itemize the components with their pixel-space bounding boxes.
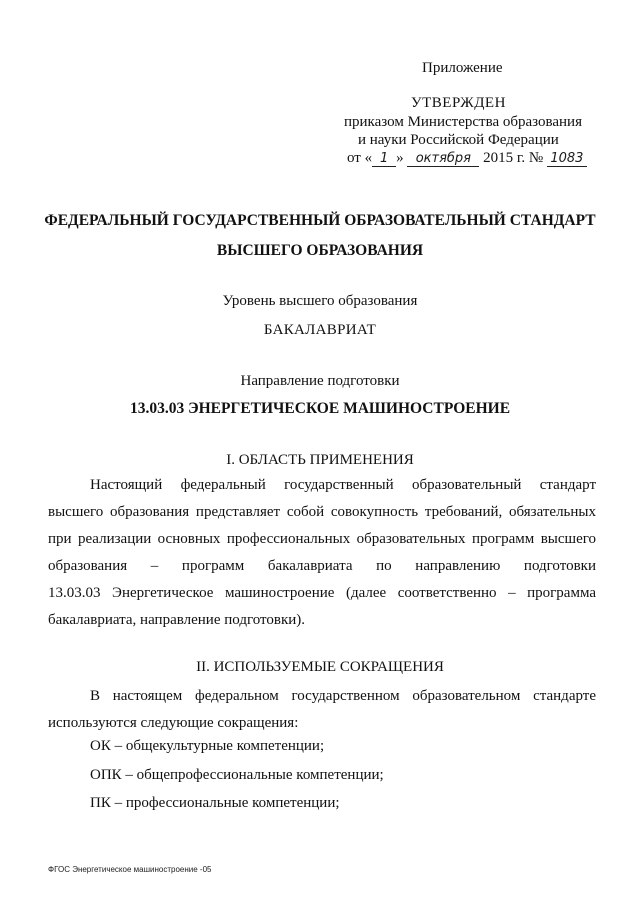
abbreviation-pk: ПК – профессиональные компетенции; [90,795,340,811]
paragraph-line: при реализации основных профессиональных образовательных программ высшего [48,531,596,547]
order-prefix: от « [347,150,373,166]
paragraph-line: Настоящий федеральный государственный образовательный стандарт [90,477,596,493]
direction-value: 13.03.03 ЭНЕРГЕТИЧЕСКОЕ МАШИНОСТРОЕНИЕ [129,400,511,417]
order-quote-close: » [396,150,404,166]
ministry-line-1: приказом Министерства образования [344,114,582,130]
direction-label: Направление подготовки [240,373,400,389]
document-title-line-2: ВЫСШЕГО ОБРАЗОВАНИЯ [216,242,424,259]
section-2-intro [48,683,596,737]
page-footer: ФГОС Энергетическое машиностроение -05 [48,865,212,874]
section-1-paragraph [48,472,596,634]
order-number-handwritten: 1083 [547,151,587,167]
appendix-label: Приложение [422,60,503,76]
order-line [347,150,587,167]
ministry-line-2: и науки Российской Федерации [358,132,559,148]
approved-label: УТВЕРЖДЕН [411,95,506,111]
order-day-handwritten: 1 [372,151,396,167]
paragraph-line: 13.03.03 Энергетическое машиностроение (далее соответственно – программа [48,585,596,601]
section-2-heading: II. ИСПОЛЬЗУЕМЫЕ СОКРАЩЕНИЯ [196,659,444,675]
section-1-heading: I. ОБЛАСТЬ ПРИМЕНЕНИЯ [226,452,414,468]
document-title-line-1: ФЕДЕРАЛЬНЫЙ ГОСУДАРСТВЕННЫЙ ОБРАЗОВАТЕЛЬНЫЙ СТАНДАРТ [44,212,596,229]
paragraph-line: В настоящем федеральном государственном образовательном стандарте [90,688,596,704]
education-level-value: БАКАЛАВРИАТ [263,322,377,338]
order-year: 2015 г. № [483,150,544,166]
education-level-label: Уровень высшего образования [222,293,418,309]
order-month-handwritten: октября [407,151,479,167]
paragraph-line: образования – программ бакалавриата по направлению подготовки [48,558,596,574]
abbreviation-opk: ОПК – общепрофессиональные компетенции; [90,767,384,783]
paragraph-line: используются следующие сокращения: [48,715,299,731]
abbreviation-ok: ОК – общекультурные компетенции; [90,738,325,754]
paragraph-line: высшего образования представляет собой совокупность требований, обязательных [48,504,596,520]
paragraph-line: бакалавриата, направление подготовки). [48,612,306,628]
